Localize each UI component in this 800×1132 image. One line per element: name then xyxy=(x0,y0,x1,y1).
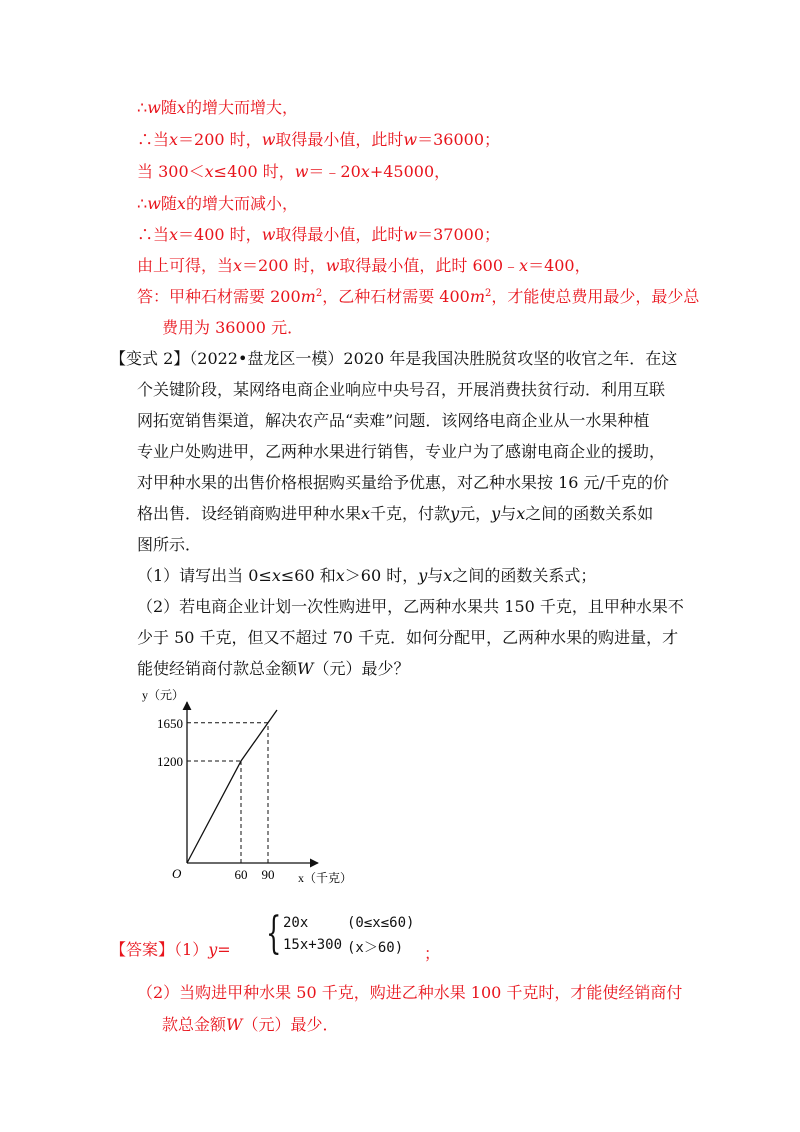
y-tick-label-1: 1200 xyxy=(157,754,183,769)
y-axis-label: y（元） xyxy=(142,688,185,702)
x-axis-label: x（千克） xyxy=(298,871,353,885)
solution-line-1: ∴w随x的增大而增大， xyxy=(137,98,298,117)
problem-line-5: 对甲种水果的出售价格根据购买量给予优惠，对乙种水果按 16 元/千克的价 xyxy=(137,473,669,492)
answer-part-2: （2）当购进甲种水果 50 千克，购进乙种水果 100 千克时，才能使经销商付 xyxy=(137,983,683,1002)
function-graph xyxy=(130,682,370,892)
x-tick-label-1: 60 xyxy=(234,867,248,882)
question-2-line-3: 能使经销商付款总金额W（元）最少？ xyxy=(137,659,410,678)
solution-line-6: 由上可得，当x＝200 时，w取得最小值，此时 600﹣x＝400， xyxy=(137,256,591,275)
piece-2-cond: (x＞60) xyxy=(347,940,404,956)
answer-part1-end: ； xyxy=(424,944,441,963)
problem-line-4: 专业户处购进甲，乙两种水果进行销售，专业户为了感谢电商企业的援助， xyxy=(137,442,666,461)
question-2-line-1: （2）若电商企业计划一次性购进甲，乙两种水果共 150 千克，且甲种水果不 xyxy=(137,597,684,616)
problem-line-3: 网拓宽销售渠道，解决农产品“卖难”问题．该网络电商企业从一水果种植 xyxy=(137,411,650,430)
y-tick-label-2: 1650 xyxy=(157,715,183,731)
problem-line-2: 个关键阶段，某网络电商企业响应中央号召，开展消费扶贫行动．利用互联 xyxy=(137,380,666,399)
piece-1-expr: 20x xyxy=(283,915,309,931)
solution-line-7: 答：甲种石材需要 $200m^2$，乙种石材需要 $400m^2$，才能使总费用最少，最少总 xyxy=(137,287,700,306)
problem-line-7: 图所示． xyxy=(137,535,202,554)
piece-1-cond: (0≤x≤60) xyxy=(347,915,415,931)
solution-line-4: ∴w随x的增大而减小， xyxy=(137,194,298,213)
solution-line-2: ∴当x＝200 时，w取得最小值，此时w＝36000； xyxy=(137,130,501,149)
solution-line-8: 费用为 36000 元． xyxy=(162,318,304,337)
x-tick-label-2: 90 xyxy=(261,867,275,882)
problem-line-6: 格出售．设经销商购进甲种水果x千克，付款y元，y与x之间的函数关系如 xyxy=(137,504,654,523)
answer-part-2b: 款总金额W（元）最少． xyxy=(162,1015,339,1034)
series-line xyxy=(187,710,277,863)
solution-line-5: ∴当x＝400 时，w取得最小值，此时w＝37000； xyxy=(137,225,501,244)
answer-label: 【答案】（1）y= xyxy=(110,940,231,959)
question-1: （1）请写出当 0≤x≤60 和x＞60 时，y与x之间的函数关系式； xyxy=(137,566,597,585)
question-2-line-2: 少于 50 千克，但又不超过 70 千克．如何分配甲，乙两种水果的购进量，才 xyxy=(137,628,679,647)
origin-label: O xyxy=(172,866,182,881)
piecewise-brace: { xyxy=(266,908,282,959)
problem-line-1: 【变式 2】（2022•盘龙区一模）2020 年是我国决胜脱贫攻坚的收官之年．在这 xyxy=(110,349,678,368)
piece-2-expr: 15x+300 xyxy=(283,937,343,953)
solution-line-3: 当 300＜x≤400 时，w＝﹣20x+45000， xyxy=(137,162,451,181)
